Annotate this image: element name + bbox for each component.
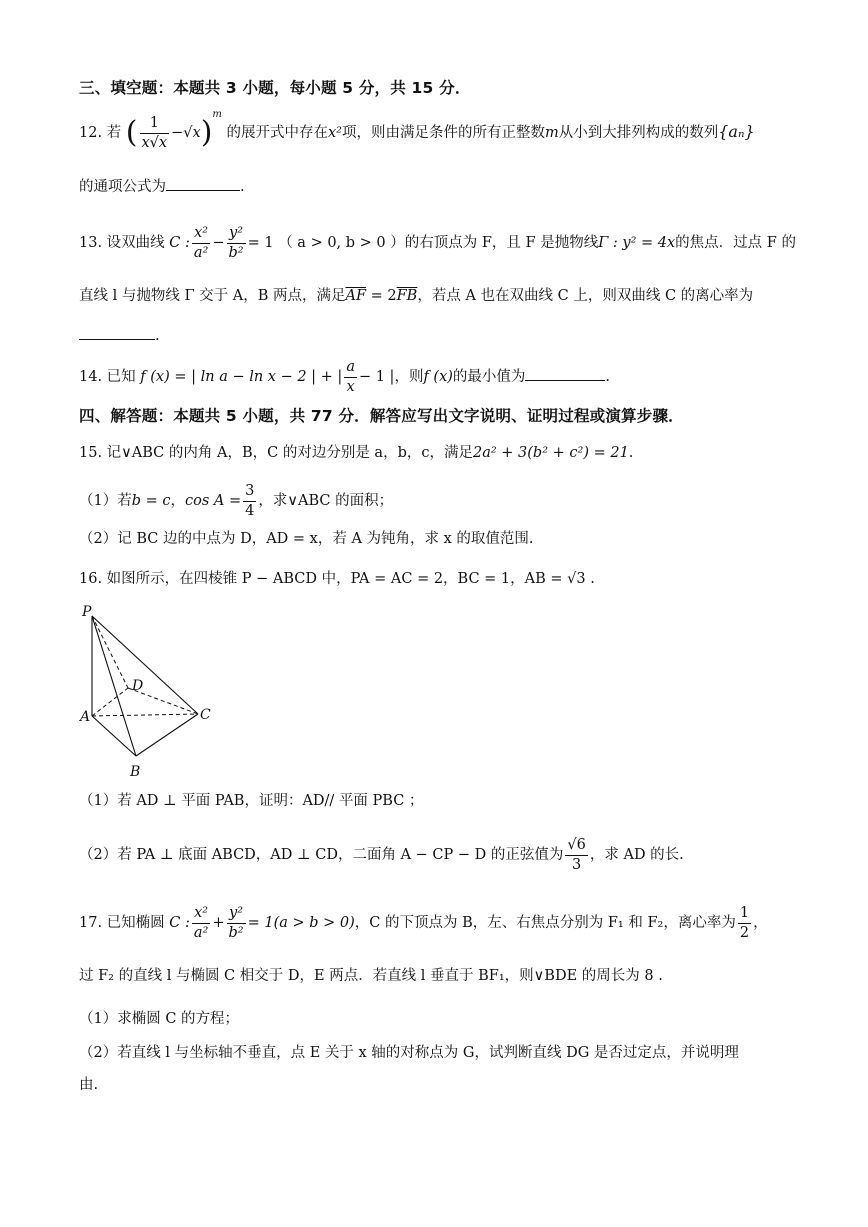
label-d: D (132, 678, 144, 694)
q12-sequence: {aₙ} (718, 122, 755, 141)
q13-number: 13. 设双曲线 (79, 235, 165, 251)
q17-b2: b² (228, 924, 244, 941)
q14-fx: f (x) (423, 369, 453, 385)
q14-text-b: 的最小值为 (452, 369, 526, 385)
q15-p1-fraction (243, 484, 256, 518)
q12-answer-blank[interactable] (166, 176, 240, 191)
edge-pd (92, 616, 128, 688)
section-3-heading: 三、填空题：本题共 3 小题，每小题 5 分，共 15 分． (79, 79, 471, 97)
q14-end: . (605, 369, 611, 385)
question-15-line-1 (79, 442, 633, 464)
q13-eq1: = 1 (247, 235, 274, 251)
q12-left-paren: ( (125, 115, 138, 150)
q13-y2: y² (227, 226, 246, 244)
q17-a2: a² (193, 924, 209, 941)
q12-line-2-text: 的通项公式为 (79, 179, 166, 195)
q17-curve: C : (169, 915, 190, 931)
q13-parabola: Γ : y² = 4x (598, 235, 676, 251)
q13-text-a: 的右顶点为 F，且 F 是抛物线 (404, 235, 599, 251)
q13-line-2-b: ，若点 A 也在双曲线 C 上，则双曲线 C 的离心率为 (417, 288, 754, 304)
q14-fraction (344, 360, 357, 394)
q17-eq: = 1(a > b > 0) (247, 915, 355, 931)
q16-p2-b: ，求 AD 的长. (589, 847, 684, 863)
q17-number: 17. 已知椭圆 (79, 915, 165, 931)
q12-minus-root: −√x (171, 125, 201, 141)
q13-frac-x (192, 226, 210, 260)
edge-ac (92, 714, 198, 716)
question-17-part-1: （1）求椭圆 C 的方程； (79, 1011, 240, 1027)
question-16-part-1: （1）若 AD ⊥ 平面 PAB，证明：AD// 平面 PBC ； (79, 793, 424, 809)
question-13-line-1 (79, 226, 796, 260)
q17-eccentricity (738, 906, 751, 940)
q17-plus: + (212, 915, 225, 931)
section-4-heading: 四、解答题：本题共 5 小题，共 77 分．解答应写出文字说明、证明过程或演算步骤． (79, 407, 684, 425)
q12-right-paren: ) (200, 115, 213, 150)
label-b: B (130, 764, 141, 780)
question-16-line-1: 16. 如图所示，在四棱锥 P − ABCD 中，PA = AC = 2，BC = 1，AB = √3 . (79, 571, 595, 587)
q13-answer-blank[interactable] (79, 325, 155, 340)
q17-text-a: ，C 的下顶点为 B，左、右焦点分别为 F₁ 和 F₂，离心率为 (354, 915, 736, 931)
q13-a2: a² (193, 244, 209, 261)
q13-b2: b² (228, 244, 244, 261)
q15-p1-num: 3 (243, 484, 256, 502)
question-17-line-1 (79, 906, 768, 940)
q15-p1-den: 4 (245, 502, 255, 519)
q14-function: f (x) = | ln a − ln x − 2 | + | (140, 369, 343, 385)
question-13-line-2 (79, 285, 753, 307)
q17-text-b: ， (753, 915, 768, 931)
q14-frac-den: x (346, 378, 355, 395)
q12-exponent: m (212, 109, 222, 121)
q12-m: m (545, 125, 559, 141)
q14-number: 14. 已知 (79, 369, 136, 385)
q17-e-den: 2 (739, 924, 750, 941)
q17-frac-x (192, 906, 210, 940)
q17-frac-y (227, 906, 246, 940)
q13-curve: C : (169, 235, 190, 251)
q12-text-c: 从小到大排列构成的数列 (558, 125, 719, 141)
q14-answer-blank[interactable] (525, 366, 605, 381)
q13-vector-eq: = 2 (366, 288, 397, 304)
q16-p2-a: （2）若 PA ⊥ 底面 ABCD，AD ⊥ CD，二面角 A − CP − D 的正弦值为 (79, 847, 564, 863)
edge-bc (136, 714, 198, 756)
q15-p1-b: ，求∨ABC 的面积； (258, 493, 394, 509)
question-16-part-2 (79, 838, 684, 872)
question-13-line-3 (79, 325, 160, 347)
q15-text: 15. 记∨ABC 的内角 A，B，C 的对边分别是 a，b，c，满足 (79, 445, 473, 461)
q13-line-2-a: 直线 l 与抛物线 Γ 交于 A，B 两点，满足 (79, 288, 346, 304)
question-12-line-2 (79, 176, 245, 198)
question-14 (79, 360, 610, 394)
q14-text-a: ，则 (394, 369, 424, 385)
q12-frac-den: x√x (141, 134, 168, 151)
q13-x2: x² (192, 226, 210, 244)
q14-frac-num: a (344, 360, 357, 378)
q15-p1-a: （1）若 (79, 493, 132, 509)
question-12-line-1 (79, 109, 755, 151)
q15-p1-cond: b = c (131, 493, 171, 509)
label-c: C (200, 707, 211, 723)
question-17-line-2: 过 F₂ 的直线 l 与椭圆 C 相交于 D，E 两点．若直线 l 垂直于 BF₁，则∨BDE 的周长为 8 . (79, 968, 663, 984)
q13-vector-af: $\overline{AF}$ (345, 288, 367, 304)
question-15-part-2: （2）记 BC 边的中点为 D，AD = x，若 A 为钝角，求 x 的取值范围. (79, 531, 534, 547)
q15-p1-sep: ， (170, 493, 186, 509)
question-17-part-2-line-2: 由. (79, 1077, 99, 1093)
q15-equation: 2a² + 3(b² + c²) = 21 (472, 445, 629, 461)
q13-condition: （ a > 0, b > 0 ） (278, 235, 405, 251)
q12-x2: x² (328, 125, 342, 141)
q13-vector-fb: $\overline{FB}$ (396, 288, 418, 304)
q17-x2: x² (192, 906, 210, 924)
q12-text-a: 的展开式中存在 (226, 125, 328, 141)
q12-frac-num: 1 (140, 116, 170, 134)
q16-p2-den: 3 (572, 856, 582, 873)
q13-end: . (155, 328, 160, 344)
q15-end: . (628, 445, 634, 461)
q12-text-b: 项，则由满足条件的所有正整数 (342, 125, 545, 141)
pyramid-figure (78, 600, 228, 780)
q13-minus: − (212, 235, 225, 251)
q16-p2-num: √6 (565, 838, 587, 856)
q16-p2-fraction (565, 838, 587, 872)
q15-p1-cos: cos A = (185, 493, 242, 509)
q13-frac-y (227, 226, 246, 260)
q14-function-tail: − 1 | (358, 369, 395, 385)
label-p: P (82, 604, 92, 620)
question-17-part-2-line-1: （2）若直线 l 与坐标轴不垂直，点 E 关于 x 轴的对称点为 G，试判断直线 DG 是否过定点，并说明理 (79, 1045, 739, 1061)
label-a: A (80, 709, 91, 725)
question-15-part-1 (79, 484, 393, 518)
q12-number: 12. 若 (79, 125, 122, 141)
q17-e-num: 1 (738, 906, 751, 924)
q17-y2: y² (227, 906, 246, 924)
q12-fraction (140, 116, 170, 150)
q12-end: . (240, 179, 245, 195)
q13-text-b: 的焦点．过点 F 的 (675, 235, 796, 251)
